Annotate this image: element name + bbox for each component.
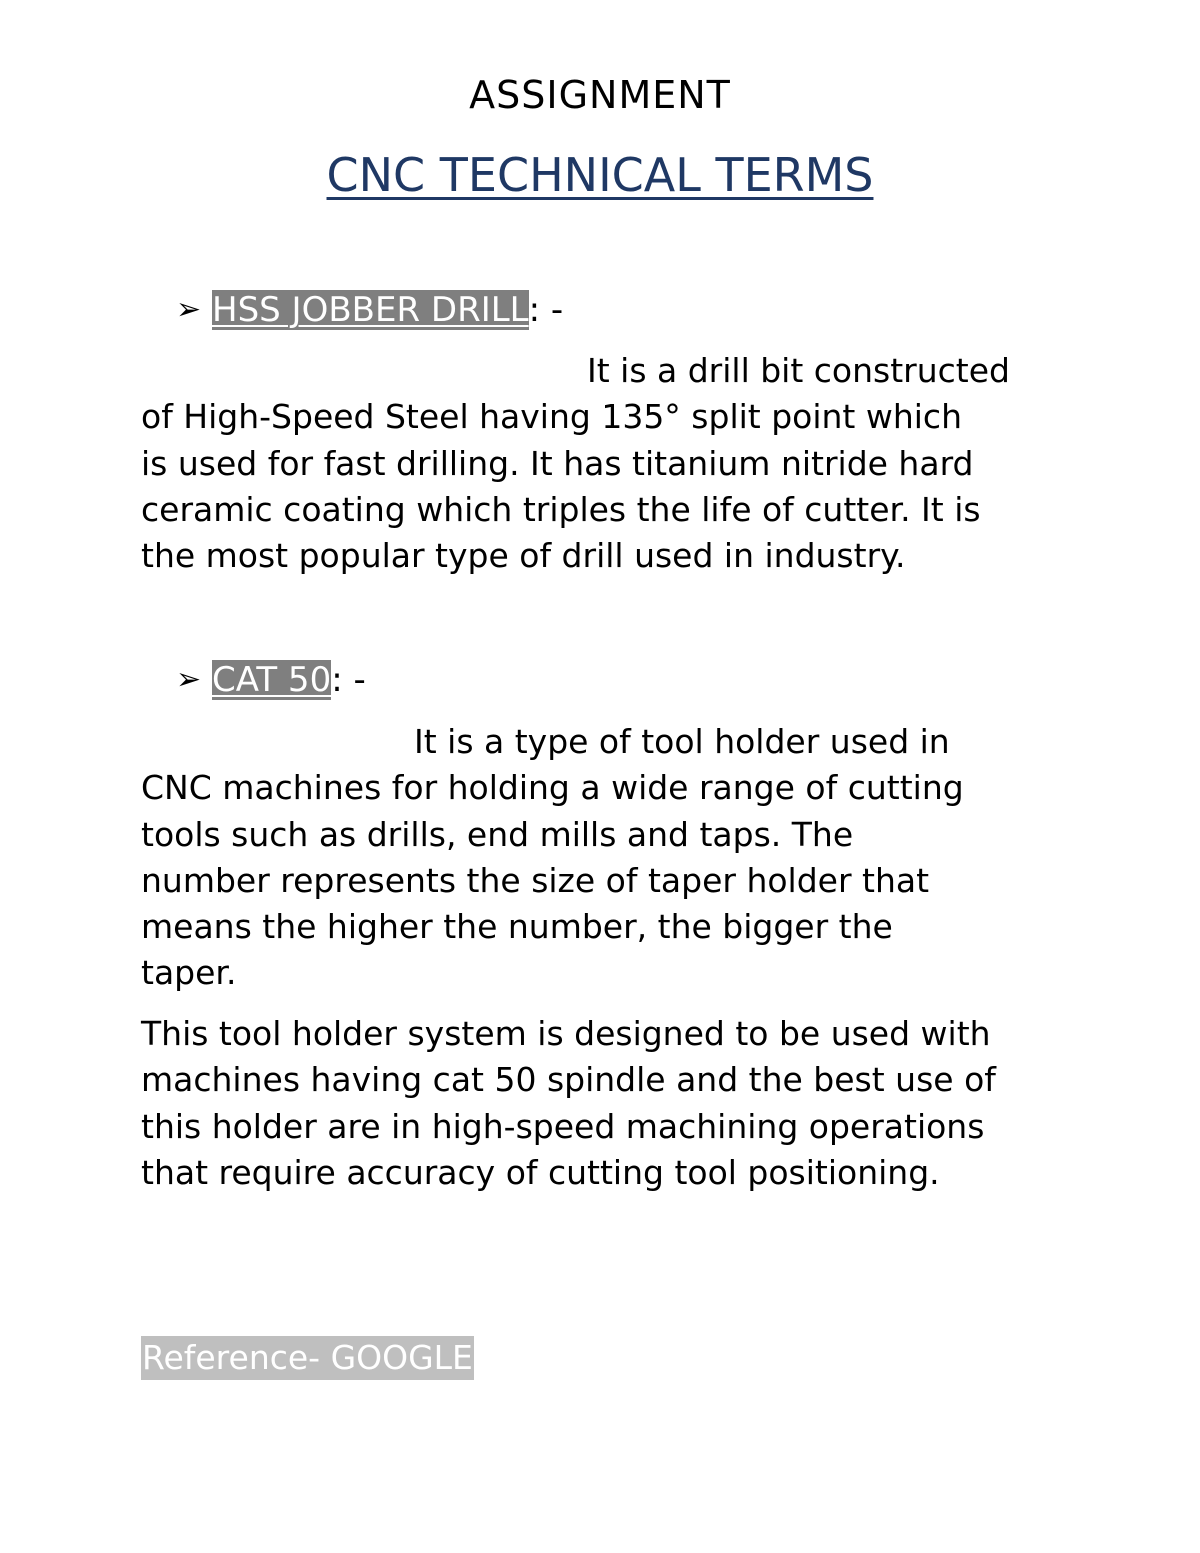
assignment-label: ASSIGNMENT bbox=[469, 73, 731, 117]
paragraph-line: number represents the size of taper holder that bbox=[141, 860, 930, 900]
paragraph-line: of High-Speed Steel having 135° split point which bbox=[141, 397, 962, 437]
paragraph-line: that require accuracy of cutting tool positioning. bbox=[141, 1152, 940, 1192]
reference-note: Reference- GOOGLE bbox=[141, 1336, 474, 1380]
paragraph-line: tools such as drills, end mills and taps. The bbox=[141, 814, 854, 854]
paragraph-line: This tool holder system is designed to be used with bbox=[141, 1014, 991, 1053]
paragraph-line: machines having cat 50 spindle and the best use of bbox=[141, 1060, 996, 1100]
paragraph-line: It is a drill bit constructed bbox=[587, 351, 1010, 390]
paragraph-line: ceramic coating which triples the life of cutter. It is bbox=[141, 489, 981, 529]
paragraph-line: CNC machines for holding a wide range of cutting bbox=[141, 768, 964, 808]
section-heading-hss-jobber-drill bbox=[176, 288, 563, 332]
paragraph-hss-jobber-drill bbox=[141, 348, 1066, 579]
term-separator: : - bbox=[331, 660, 366, 700]
paragraph-line: It is a type of tool holder used in bbox=[414, 722, 950, 761]
section-heading-cat-50 bbox=[176, 658, 366, 702]
arrow-bullet-icon: ➢ bbox=[176, 662, 202, 697]
term-hss-jobber-drill: HSS JOBBER DRILL bbox=[212, 290, 529, 330]
arrow-bullet-icon: ➢ bbox=[176, 292, 202, 327]
paragraph-cat-50-description bbox=[141, 719, 1066, 997]
term-separator: : - bbox=[528, 290, 564, 330]
paragraph-line: is used for fast drilling. It has titanium nitride hard bbox=[141, 443, 974, 483]
paragraph-line: taper. bbox=[141, 953, 237, 993]
paragraph-line: the most popular type of drill used in industry. bbox=[141, 536, 906, 576]
page-title bbox=[0, 146, 1200, 204]
page-title-text: CNC TECHNICAL TERMS bbox=[326, 148, 874, 202]
paragraph-line: this holder are in high-speed machining operations bbox=[141, 1106, 985, 1146]
term-cat-50: CAT 50 bbox=[212, 660, 332, 700]
paragraph-cat-50-usage bbox=[141, 1011, 1066, 1196]
paragraph-line: means the higher the number, the bigger the bbox=[141, 907, 893, 947]
